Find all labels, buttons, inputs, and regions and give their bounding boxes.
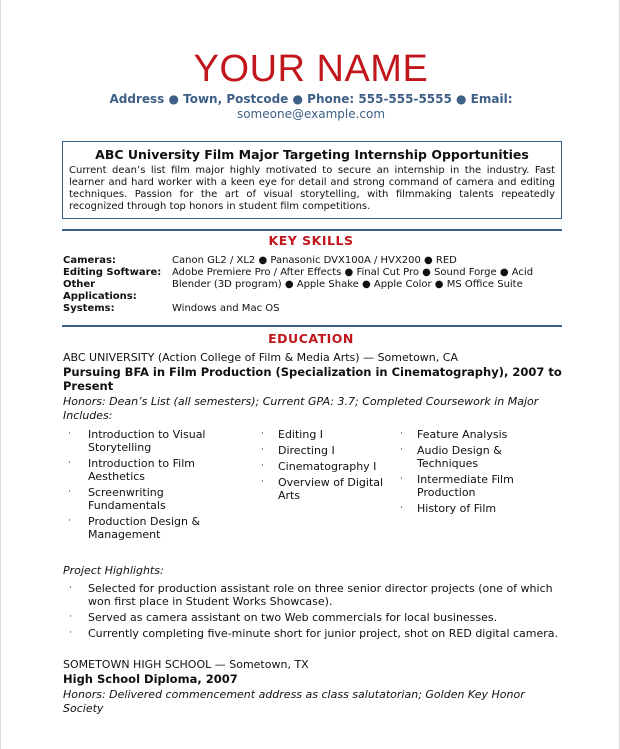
skill-label: Editing Software: bbox=[63, 267, 162, 278]
list-item bbox=[63, 611, 563, 624]
skill-value: Blender (3D program) ● Apple Shake ● Apple Color ● MS Office Suite bbox=[172, 279, 523, 290]
list-item bbox=[261, 476, 396, 502]
list-item bbox=[398, 473, 558, 499]
course-name: History of Film bbox=[417, 502, 497, 515]
bullet-icon: · bbox=[68, 516, 71, 526]
section-divider bbox=[62, 325, 562, 327]
course-name: Audio Design & Techniques bbox=[417, 444, 502, 470]
skill-value: Adobe Premiere Pro / After Effects ● Final Cut Pro ● Sound Forge ● Acid bbox=[172, 267, 534, 278]
bullet-icon: · bbox=[68, 487, 71, 497]
skill-row bbox=[63, 279, 563, 303]
skill-row bbox=[63, 255, 563, 267]
list-item bbox=[261, 444, 396, 457]
bullet-icon: · bbox=[261, 429, 264, 439]
skill-value: Windows and Mac OS bbox=[172, 303, 280, 314]
skill-value: Canon GL2 / XL2 ● Panasonic DVX100A / HVX200 ● RED bbox=[172, 255, 457, 266]
course-name: Introduction to Film Aesthetics bbox=[88, 457, 196, 483]
list-item bbox=[63, 627, 563, 640]
skill-label: Other Applications: bbox=[63, 279, 137, 302]
bullet-icon: · bbox=[400, 503, 403, 513]
contact-info bbox=[1, 92, 620, 122]
coursework-column bbox=[261, 428, 396, 505]
bullet-icon: · bbox=[261, 477, 264, 487]
highlight-text: Selected for production assistant role on three senior director projects (one of which won first place in Student Works Showcase). bbox=[88, 582, 553, 608]
bullet-icon: · bbox=[261, 461, 264, 471]
bullet-icon: · bbox=[68, 458, 71, 468]
bullet-icon: · bbox=[69, 612, 72, 622]
candidate-name: YOUR NAME bbox=[193, 48, 429, 90]
bullet-icon: · bbox=[69, 628, 72, 638]
highlight-text: Served as camera assistant on two Web commercials for local businesses. bbox=[88, 611, 498, 624]
university-block bbox=[63, 351, 563, 423]
coursework-column bbox=[63, 428, 241, 544]
skill-row bbox=[63, 267, 563, 279]
coursework-column bbox=[398, 428, 558, 518]
high-school-honors: Honors: Delivered commencement address as class salutatorian; Golden Key Honor Society bbox=[63, 688, 525, 715]
course-name: Production Design & Management bbox=[88, 515, 201, 541]
list-item bbox=[261, 460, 396, 473]
section-divider bbox=[62, 229, 562, 231]
key-skills-heading: KEY SKILLS bbox=[268, 233, 354, 248]
course-name: Editing I bbox=[278, 428, 324, 441]
university-honors: Honors: Dean’s List (all semesters); Current GPA: 3.7; Completed Coursework in Major Includes: bbox=[63, 395, 539, 422]
bullet-icon: · bbox=[68, 429, 71, 439]
skill-label: Systems: bbox=[63, 303, 115, 314]
list-item bbox=[63, 582, 563, 608]
course-name: Intermediate Film Production bbox=[417, 473, 514, 499]
list-item bbox=[63, 486, 241, 512]
university-name: ABC UNIVERSITY (Action College of Film & Media Arts) — Sometown, CA bbox=[63, 351, 458, 364]
skills-table bbox=[63, 255, 563, 315]
objective-title: ABC University Film Major Targeting Internship Opportunities bbox=[95, 147, 529, 162]
objective-text: Current dean’s list film major highly motivated to secure an internship in the industry. Fast learner and hard worker with a keen eye for detail and strong command of camera and editing techniques. Passion for the art of visual storytelling, with filmmaking talents repeatedly recognized through top honors in student film competitions. bbox=[69, 165, 555, 212]
skill-label: Cameras: bbox=[63, 255, 116, 266]
list-item bbox=[398, 444, 558, 470]
objective-box bbox=[62, 141, 562, 219]
bullet-icon: · bbox=[69, 583, 72, 593]
education-heading: EDUCATION bbox=[268, 331, 354, 346]
list-item bbox=[398, 428, 558, 441]
list-item bbox=[63, 457, 241, 483]
bullet-icon: · bbox=[400, 429, 403, 439]
project-highlights-list bbox=[63, 582, 563, 643]
high-school-degree: High School Diploma, 2007 bbox=[63, 672, 238, 686]
high-school-name: SOMETOWN HIGH SCHOOL — Sometown, TX bbox=[63, 658, 309, 671]
university-degree: Pursuing BFA in Film Production (Specialization in Cinematography), 2007 to Present bbox=[63, 365, 562, 393]
skill-row bbox=[63, 303, 563, 315]
list-item bbox=[398, 502, 558, 515]
list-item bbox=[63, 515, 241, 541]
bullet-icon: · bbox=[400, 474, 403, 484]
bullet-icon: · bbox=[261, 445, 264, 455]
course-name: Introduction to Visual Storytelling bbox=[88, 428, 206, 454]
course-name: Overview of Digital Arts bbox=[278, 476, 384, 502]
course-name: Screenwriting Fundamentals bbox=[88, 486, 166, 512]
list-item bbox=[63, 428, 241, 454]
bullet-icon: · bbox=[400, 445, 403, 455]
email-address: someone@example.com bbox=[236, 107, 386, 121]
course-name: Feature Analysis bbox=[417, 428, 508, 441]
course-name: Directing I bbox=[278, 444, 335, 457]
high-school-block bbox=[63, 658, 563, 716]
contact-line: Address ● Town, Postcode ● Phone: 555-555-5555 ● Email: bbox=[109, 92, 513, 106]
course-name: Cinematography I bbox=[278, 460, 377, 473]
project-highlights-label: Project Highlights: bbox=[63, 564, 164, 577]
highlight-text: Currently completing five-minute short for junior project, shot on RED digital camera. bbox=[88, 627, 559, 640]
list-item bbox=[261, 428, 396, 441]
